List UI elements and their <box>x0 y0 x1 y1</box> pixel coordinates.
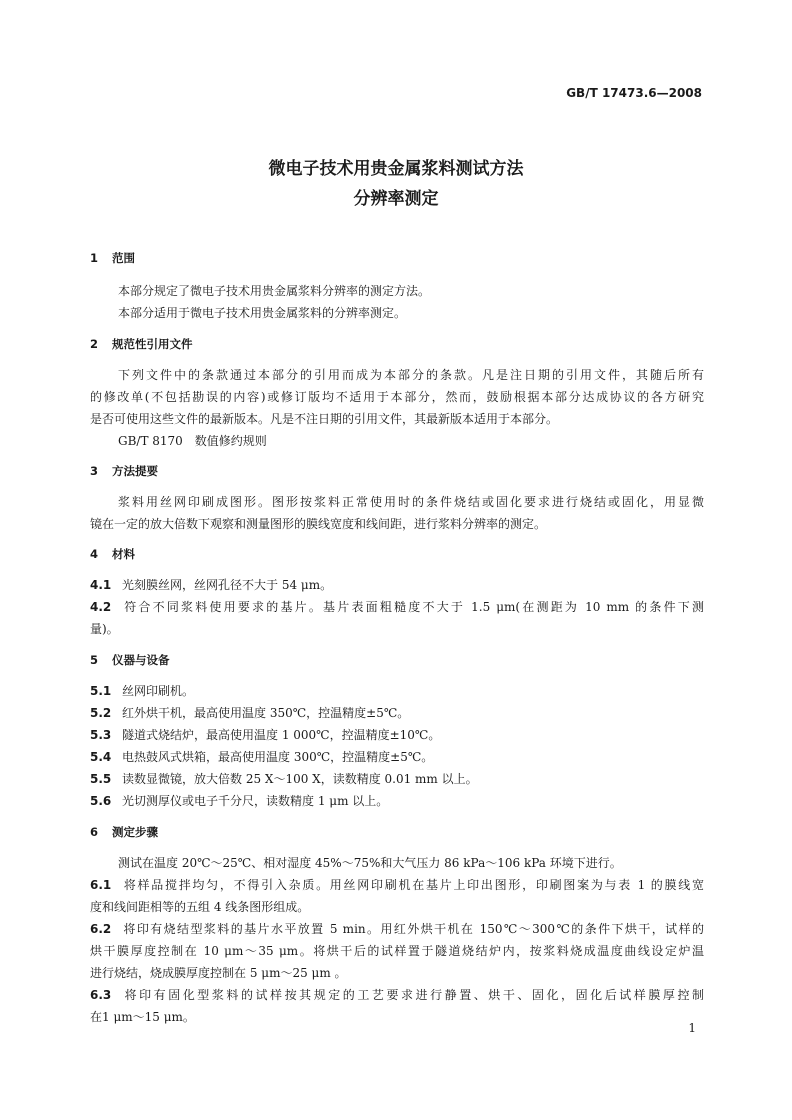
item-text: 将印有固化型浆料的试样按其规定的工艺要求进行静置、烘干、固化，固化后试样膜厚控制 <box>122 988 704 1002</box>
list-item <box>90 727 704 743</box>
section-heading-2 <box>90 336 193 352</box>
item-text: 隧道式烧结炉，最高使用温度 1 000℃，控温精度±10℃。 <box>122 728 441 742</box>
page-number: 1 <box>688 1021 696 1035</box>
paragraph-line: 镜在一定的放大倍数下观察和测量图形的膜线宽度和线间距，进行浆料分辨率的测定。 <box>90 517 547 531</box>
list-item <box>90 599 704 615</box>
list-item <box>90 987 704 1003</box>
section-title: 材料 <box>112 547 135 561</box>
section-heading-3 <box>90 463 158 479</box>
list-item <box>90 877 704 893</box>
list-item <box>90 771 704 787</box>
item-number: 5.6 <box>90 794 112 808</box>
list-item-continuation: 烘干膜厚度控制在 10 μm～35 μm。将烘干后的试样置于隧道烧结炉内，按浆料烧成温度曲线设定炉温 <box>90 944 704 958</box>
item-text: 电热鼓风式烘箱，最高使用温度 300℃，控温精度±5℃。 <box>122 750 434 764</box>
paragraph: 测试在温度 20℃～25℃、相对湿度 45%～75%和大气压力 86 kPa～106 kPa 环境下进行。 <box>118 856 622 870</box>
item-number: 6.2 <box>90 922 112 936</box>
paragraph: 本部分适用于微电子技术用贵金属浆料的分辨率测定。 <box>118 306 407 320</box>
standard-code: GB/T 17473.6—2008 <box>566 86 702 100</box>
item-number: 5.1 <box>90 684 112 698</box>
item-number: 5.4 <box>90 750 112 764</box>
section-title: 方法提要 <box>112 464 158 478</box>
section-number: 3 <box>90 464 99 478</box>
paragraph-line: 是否可使用这些文件的最新版本。凡是不注日期的引用文件，其最新版本适用于本部分。 <box>90 412 559 426</box>
section-heading-1 <box>90 250 135 266</box>
list-item-continuation: 进行烧结，烧成膜厚度控制在 5 μm～25 μm 。 <box>90 966 347 980</box>
section-number: 2 <box>90 337 99 351</box>
document-subtitle: 分辨率测定 <box>353 189 439 209</box>
paragraph-line: 的修改单(不包括勘误的内容)或修订版均不适用于本部分，然而，鼓励根据本部分达成协议的各方研究 <box>90 390 704 404</box>
item-text: 将印有烧结型浆料的基片水平放置 5 min。用红外烘干机在 150℃～300℃的条件下烘干，试样的 <box>122 922 704 936</box>
list-item <box>90 683 704 699</box>
paragraph-line: 浆料用丝网印刷成图形。图形按浆料正常使用时的条件烧结或固化要求进行烧结或固化，用显微 <box>118 495 704 509</box>
list-item-continuation: 度和线间距相等的五组 4 线条图形组成。 <box>90 900 310 914</box>
section-heading-5 <box>90 652 170 668</box>
list-item <box>90 705 704 721</box>
list-item <box>90 921 704 937</box>
item-text: 读数显微镜，放大倍数 25 X～100 X，读数精度 0.01 mm 以上。 <box>122 772 478 786</box>
list-item <box>90 793 704 809</box>
item-number: 6.3 <box>90 988 112 1002</box>
item-number: 4.1 <box>90 578 112 592</box>
paragraph-line: 下列文件中的条款通过本部分的引用而成为本部分的条款。凡是注日期的引用文件，其随后所有 <box>118 368 704 382</box>
item-number: 6.1 <box>90 878 112 892</box>
section-title: 测定步骤 <box>112 825 158 839</box>
section-number: 6 <box>90 825 99 839</box>
item-text: 红外烘干机，最高使用温度 350℃，控温精度±5℃。 <box>122 706 410 720</box>
item-text: 光刻膜丝网，丝网孔径不大于 54 μm。 <box>122 578 333 592</box>
paragraph: 本部分规定了微电子技术用贵金属浆料分辨率的测定方法。 <box>118 284 431 298</box>
item-text: 光切测厚仪或电子千分尺，读数精度 1 μm 以上。 <box>122 794 389 808</box>
list-item-continuation: 在1 μm～15 μm。 <box>90 1010 195 1024</box>
item-number: 4.2 <box>90 600 112 614</box>
section-title: 范围 <box>112 251 135 265</box>
section-heading-4 <box>90 546 135 562</box>
section-title: 规范性引用文件 <box>112 337 193 351</box>
list-item <box>90 577 704 593</box>
item-number: 5.3 <box>90 728 112 742</box>
list-item <box>90 749 704 765</box>
section-title: 仪器与设备 <box>112 653 170 667</box>
item-text: 丝网印刷机。 <box>122 684 195 698</box>
item-number: 5.5 <box>90 772 112 786</box>
section-number: 4 <box>90 547 99 561</box>
list-item-continuation: 量)。 <box>90 622 119 636</box>
item-number: 5.2 <box>90 706 112 720</box>
normative-reference: GB/T 8170 数值修约规则 <box>118 434 267 448</box>
section-number: 1 <box>90 251 99 265</box>
section-number: 5 <box>90 653 99 667</box>
document-title: 微电子技术用贵金属浆料测试方法 <box>268 159 524 179</box>
item-text: 符合不同浆料使用要求的基片。基片表面粗糙度不大于 1.5 μm(在测距为 10 mm 的条件下测 <box>122 600 704 614</box>
section-heading-6 <box>90 824 158 840</box>
item-text: 将样品搅拌均匀，不得引入杂质。用丝网印刷机在基片上印出图形，印刷图案为与表 1 的膜线宽 <box>122 878 704 892</box>
